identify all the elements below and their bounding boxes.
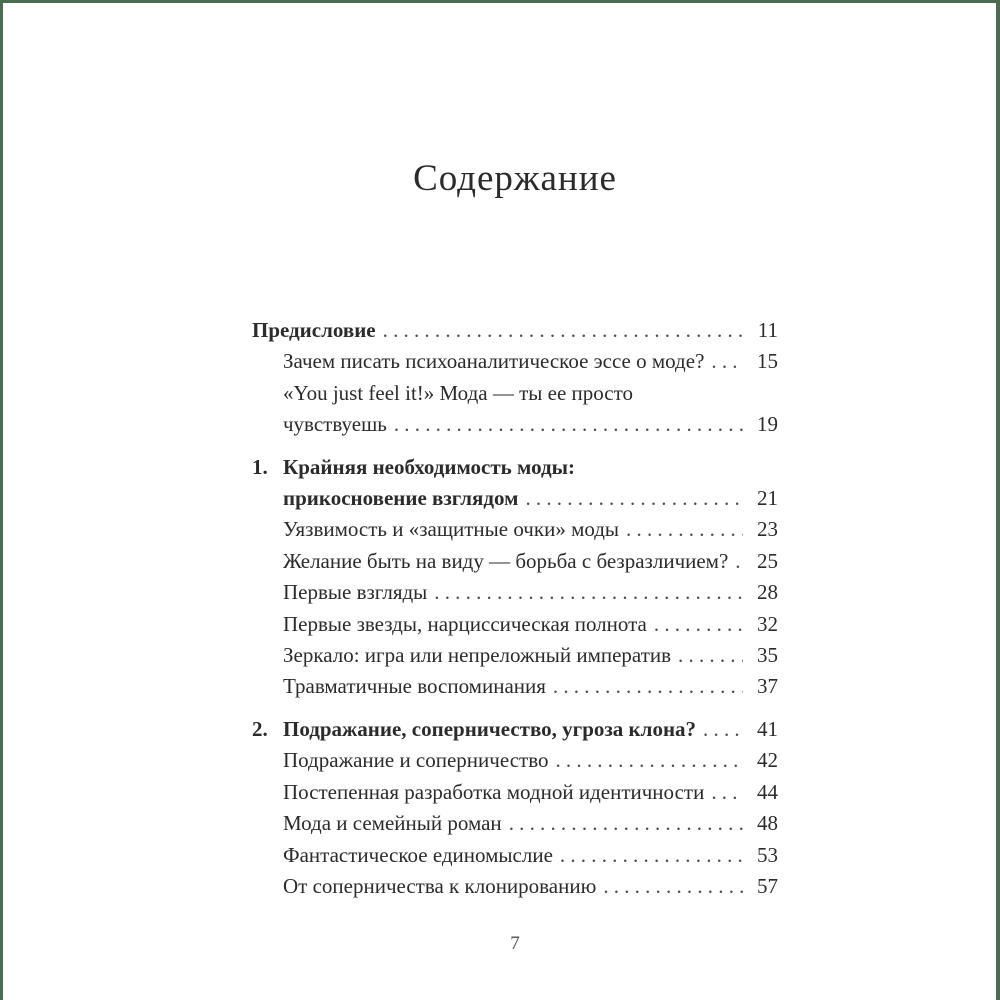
toc-entry-label: Травматичные воспоминания	[283, 674, 546, 699]
dot-leader	[711, 346, 743, 377]
dot-leader	[553, 671, 743, 702]
table-of-contents	[252, 315, 778, 902]
toc-entry-label: Фантастическое единомыслие	[283, 842, 553, 867]
toc-entry	[252, 346, 778, 377]
toc-entry-page: 37	[757, 674, 778, 699]
toc-entry-label: Крайняя необходимость моды:	[283, 454, 575, 479]
toc-entry-page: 19	[757, 412, 778, 437]
toc-entry-page: 11	[757, 318, 778, 342]
toc-entry-page: 44	[757, 779, 778, 804]
toc-entry	[252, 840, 778, 871]
toc-entry	[252, 546, 778, 577]
toc-entry-page: 42	[757, 748, 778, 773]
toc-entry-label: Подражание и соперничество	[283, 748, 549, 773]
dot-leader	[678, 640, 743, 671]
toc-entry	[252, 483, 778, 514]
toc-entry	[252, 640, 778, 671]
toc-entry-page: 23	[757, 517, 778, 542]
toc-entry-page: 48	[757, 811, 778, 836]
toc-entry-label: Предисловие	[252, 318, 376, 342]
toc-entry-page: 25	[757, 548, 778, 573]
toc-entry-label: «You just feel it!» Мода — ты ее просто	[283, 380, 633, 405]
toc-entry-label: Мода и семейный роман	[283, 811, 502, 836]
toc-entry-number: 2.	[252, 716, 268, 741]
toc-entry-page: 41	[757, 716, 778, 741]
toc-entry	[252, 514, 778, 545]
toc-entry-label: прикосновение взглядом	[283, 486, 519, 511]
toc-entry	[252, 609, 778, 640]
toc-entry-number: 1.	[252, 454, 268, 479]
toc-entry-label: Первые звезды, нарциссическая полнота	[283, 611, 647, 636]
toc-entry-label: От соперничества к клонированию	[283, 873, 597, 898]
toc-entry-label: Уязвимость и «защитные очки» моды	[283, 517, 620, 542]
toc-entry-label: Желание быть на виду — борьба с безразличием?	[283, 548, 729, 573]
toc-entry-page: 53	[757, 842, 778, 867]
toc-entry-label: чувствуешь	[283, 412, 387, 437]
toc-entry-label: Постепенная разработка модной идентичности	[283, 779, 705, 804]
toc-entry-page: 15	[757, 349, 778, 374]
dot-leader	[735, 546, 743, 577]
dot-leader	[603, 871, 743, 902]
dot-leader	[434, 577, 743, 608]
dot-leader	[394, 409, 743, 440]
toc-entry	[252, 452, 778, 483]
toc-entry-page: 28	[757, 580, 778, 605]
toc-entry	[252, 315, 778, 346]
page-number-folio: 7	[510, 933, 520, 955]
toc-entry	[252, 745, 778, 776]
toc-entry	[252, 808, 778, 839]
toc-entry-page: 32	[757, 611, 778, 636]
page-content	[252, 3, 778, 957]
toc-entry-label: Подражание, соперничество, угроза клона?	[283, 716, 697, 741]
toc-entry	[252, 378, 778, 409]
dot-leader	[509, 808, 743, 839]
dot-leader	[555, 745, 743, 776]
dot-leader	[626, 514, 743, 545]
book-page	[3, 3, 996, 1000]
toc-entry	[252, 714, 778, 745]
dot-leader	[703, 714, 743, 745]
page-title: Содержание	[413, 158, 617, 199]
dot-leader	[525, 483, 743, 514]
toc-entry	[252, 577, 778, 608]
toc-entry-page: 21	[757, 486, 778, 511]
toc-entry-label: Зеркало: игра или непреложный императив	[283, 643, 672, 668]
toc-entry	[252, 871, 778, 902]
toc-entry-page: 35	[757, 643, 778, 668]
toc-entry	[252, 409, 778, 440]
toc-entry-page: 57	[757, 873, 778, 898]
toc-entry	[252, 671, 778, 702]
dot-leader	[383, 315, 743, 346]
toc-entry-label: Зачем писать психоаналитическое эссе о моде?	[283, 349, 705, 374]
dot-leader	[654, 609, 743, 640]
dot-leader	[711, 777, 743, 808]
dot-leader	[560, 840, 743, 871]
toc-entry	[252, 777, 778, 808]
toc-entry-label: Первые взгляды	[283, 580, 428, 605]
